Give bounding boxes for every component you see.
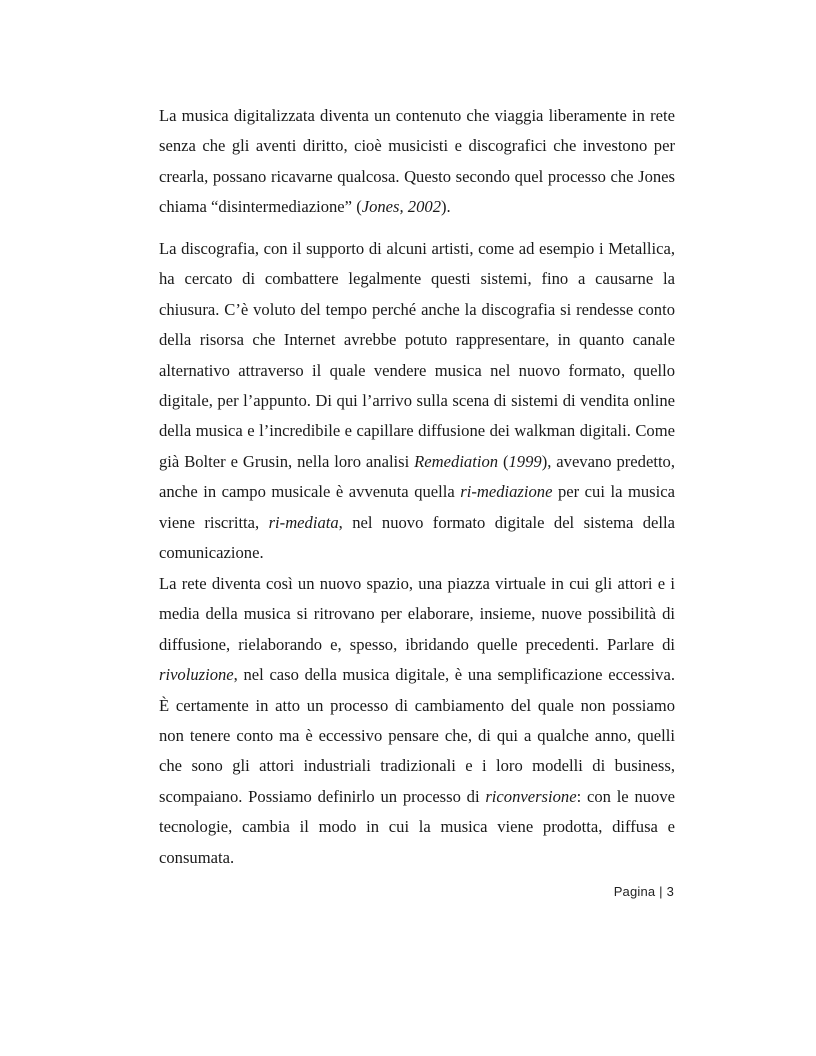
text-run: La musica digitalizzata diventa un contenuto che viaggia liberamente in rete senza che gli aventi diritto, cioè musicisti e discografici che investono per crearla, possano ricavarne qualcosa. Questo secondo quel processo che Jones chiama “disintermediazione” ( [159, 106, 675, 217]
text-run: La discografia, con il supporto di alcuni artisti, come ad esempio i Metallica, ha cercato di combattere legalmente questi sistemi, fino a causarne la chiusura. C’è voluto del tempo perché anche la discografia si rendesse conto della risorsa che Internet avrebbe potuto rappresentare, in quanto canale alternativo attraverso il quale vendere musica nel nuovo formato, quello digitale, per l’appunto. Di qui l’arrivo sulla scena di sistemi di vendita online della musica e l’incredibile e capillare diffusione dei walkman digitali. Come già Bolter e Grusin, nella loro analisi [159, 239, 675, 471]
text-run: , nel caso della musica digitale, è una semplificazione eccessiva. È certamente in atto un processo di cambiamento del quale non possiamo non tenere conto ma è eccessivo pensare che, di qui a qualche anno, quelli che sono gli attori industriali tradizionali e i loro modelli di business, scompaiano. Possiamo definirlo un processo di [159, 665, 675, 806]
italic-text: Remediation [414, 451, 499, 471]
paragraph-1-block [159, 101, 675, 223]
page-number-footer: Pagina | 3 [613, 884, 674, 899]
text-run: La rete diventa così un nuovo spazio, una piazza virtuale in cui gli attori e i media della musica si ritrovano per elaborare, insieme, nuove possibilità di diffusione, rielaborando e, spesso, ibridando quelle precedenti. Parlare di [159, 574, 675, 654]
italic-text: rivoluzione [159, 665, 234, 685]
text-run: per cui la musica viene riscritta, [159, 482, 675, 532]
paragraph-3-block [159, 569, 675, 873]
italic-text: ri-mediata [268, 512, 339, 532]
italic-text: riconversione [485, 786, 577, 806]
paragraph [159, 569, 675, 873]
italic-text: 1999 [508, 451, 542, 471]
text-run: ), avevano predetto, anche in campo musicale è avvenuta quella [159, 451, 675, 502]
text-run: ). [441, 197, 451, 217]
text-run: ( [498, 451, 509, 471]
text-run: , nel nuovo formato digitale del sistema della comunicazione. [159, 512, 676, 563]
paragraph [159, 101, 675, 223]
paragraph-2-block [159, 234, 675, 568]
italic-text: Jones, 2002 [361, 197, 441, 217]
italic-text: ri-mediazione [460, 482, 553, 502]
text-run: : con le nuove tecnologie, cambia il modo in cui la musica viene prodotta, diffusa e consumata. [159, 786, 675, 867]
paragraph [159, 234, 675, 568]
